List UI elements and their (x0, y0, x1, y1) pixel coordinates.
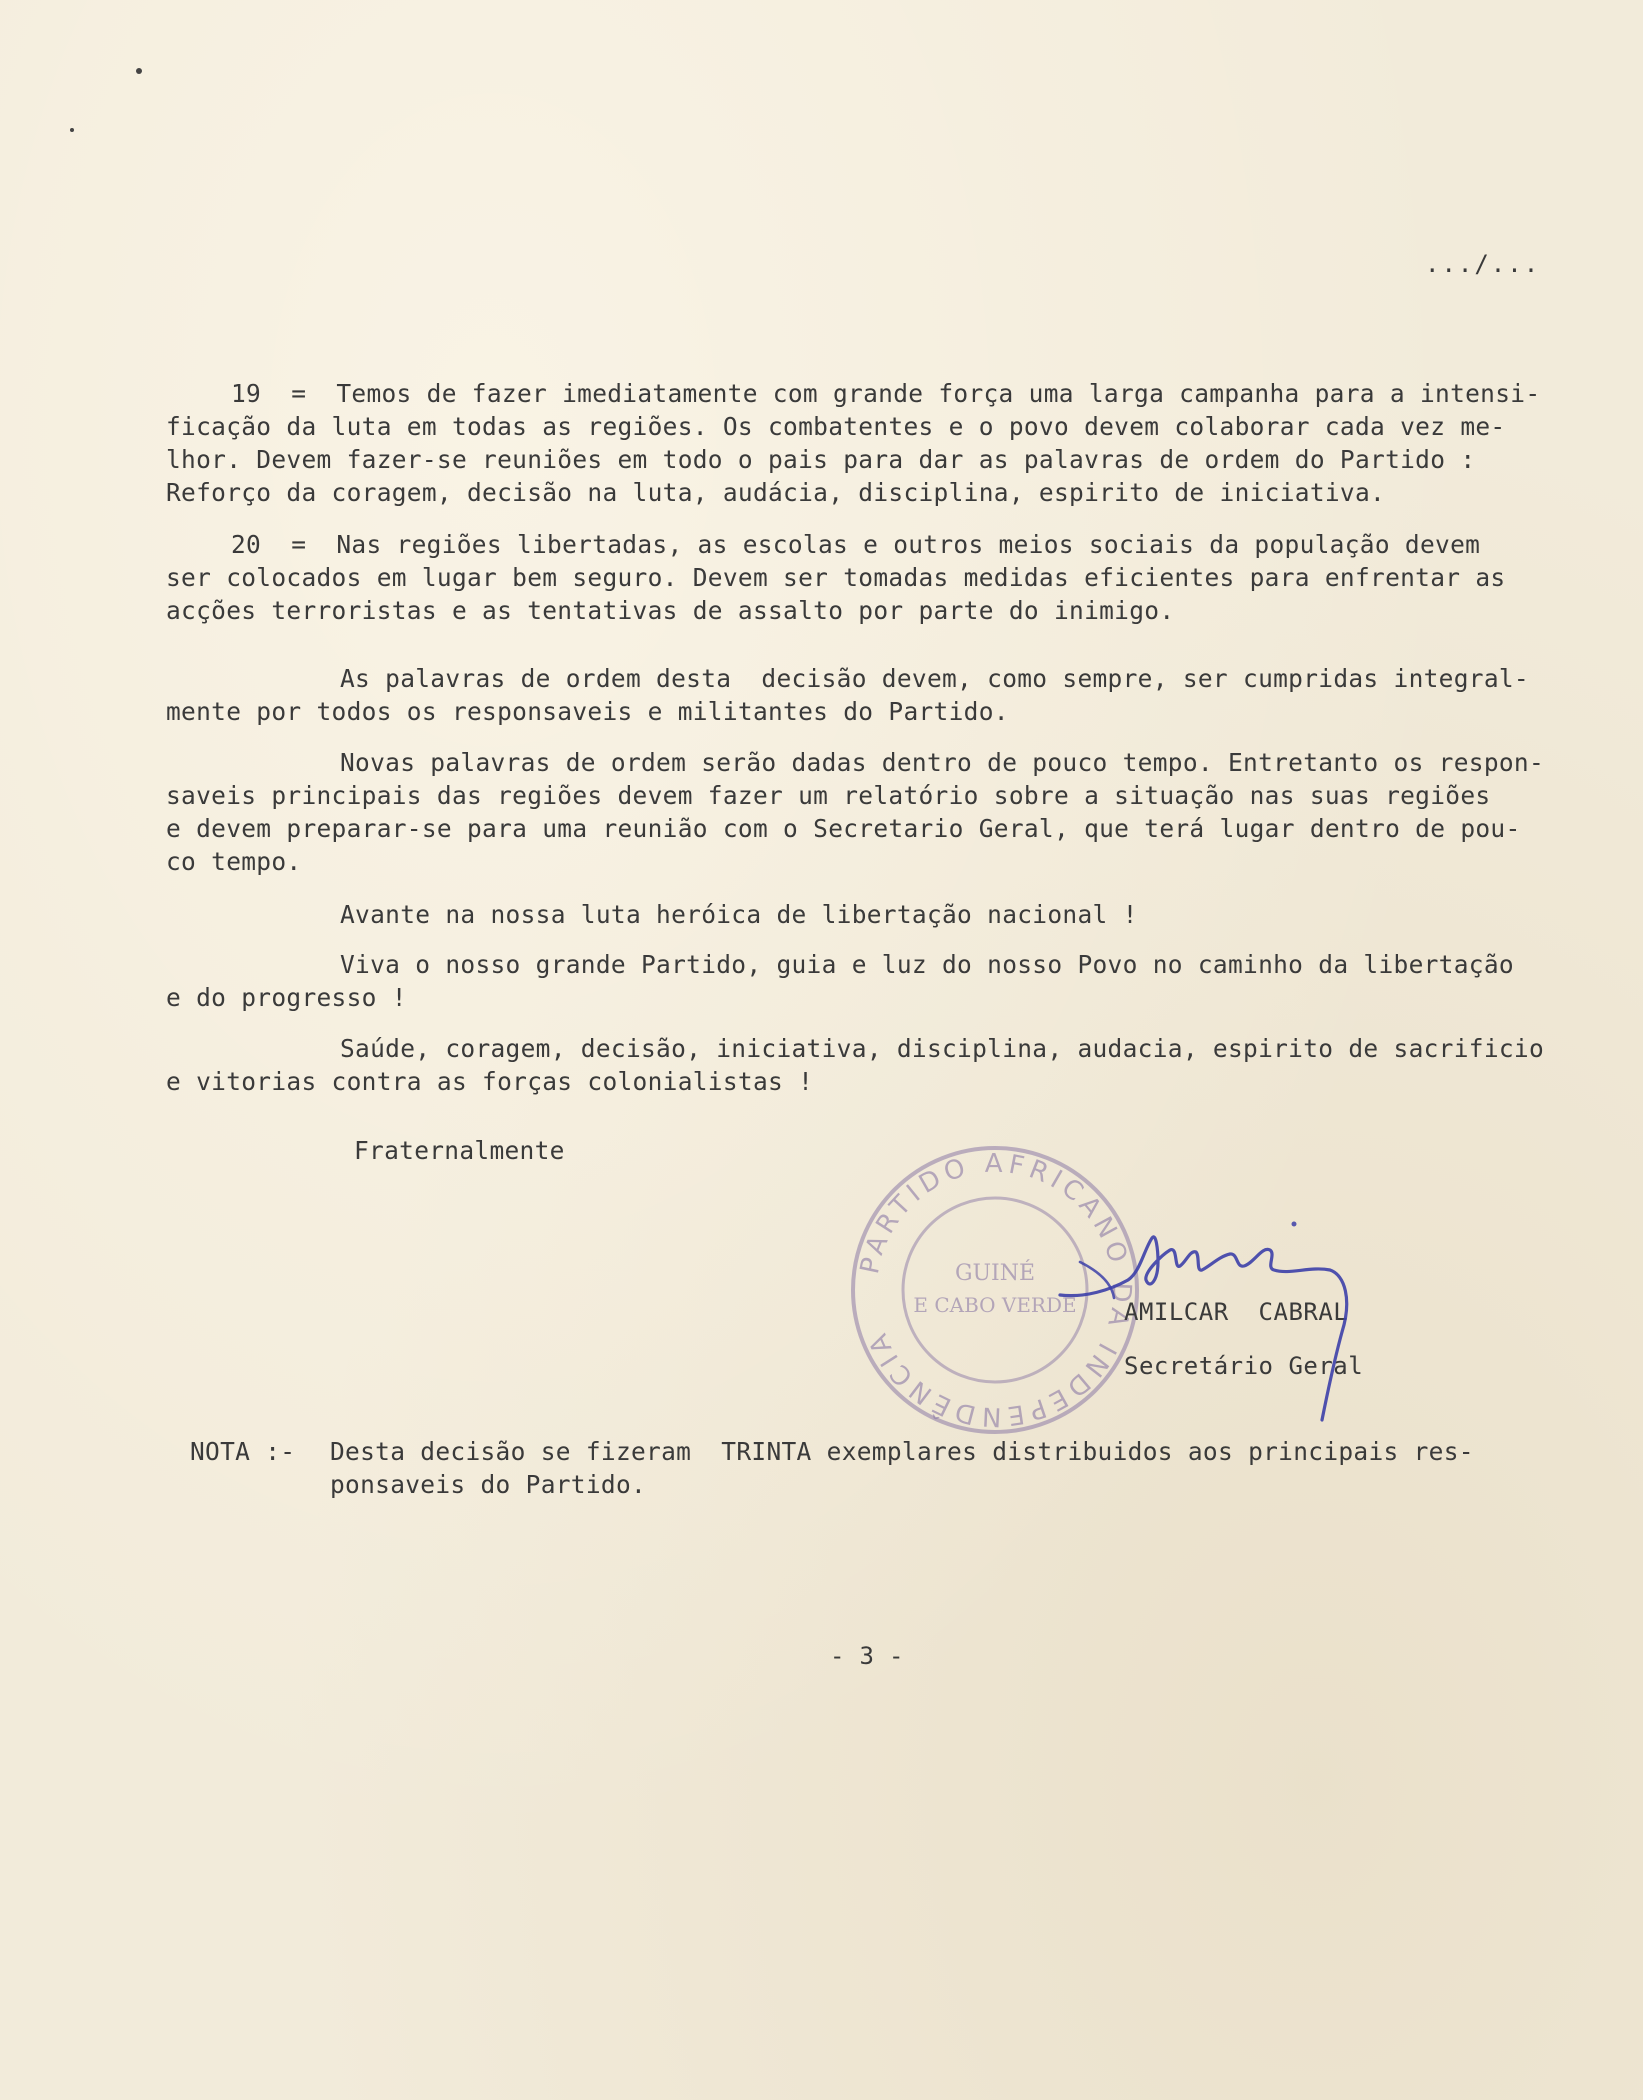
paragraph-line: e devem preparar-se para uma reunião com o Secretario Geral, que terá lugar dentro de pou- (166, 814, 1521, 843)
signatory-name: AMILCAR CABRAL (1124, 1298, 1349, 1326)
nota-line: ponsaveis do Partido. (330, 1470, 647, 1499)
stamp-ring-text: PARTIDO AFRICANO DA INDEPENDÊNCIA (855, 1148, 1137, 1432)
paragraph-line: Novas palavras de ordem serão dadas dentro de pouco tempo. Entretanto os respon- (340, 748, 1545, 777)
item-19-line: 19 = Temos de fazer imediatamente com grande força uma larga campanha para a intensi- (231, 379, 1541, 408)
continuation-mark: .../... (1425, 250, 1541, 278)
page-number: - 3 - (830, 1642, 904, 1670)
closing-salutation: Fraternalmente (354, 1136, 565, 1165)
paragraph-line: Avante na nossa luta heróica de libertação nacional ! (340, 900, 1138, 929)
paragraph-line: Viva o nosso grande Partido, guia e luz do nosso Povo no caminho da libertação (340, 950, 1514, 979)
item-20-line: 20 = Nas regiões libertadas, as escolas e outros meios sociais da população devem (231, 530, 1481, 559)
paragraph-line: co tempo. (166, 847, 302, 876)
stamp-center-line1: GUINÉ (954, 1261, 1036, 1286)
paragraph-line: Saúde, coragem, decisão, iniciativa, disciplina, audacia, espirito de sacrificio (340, 1034, 1545, 1063)
item-19-line: Reforço da coragem, decisão na luta, audácia, disciplina, espirito de iniciativa. (166, 478, 1386, 507)
scan-speck (136, 68, 142, 74)
nota-label: NOTA :- (190, 1437, 296, 1466)
item-20-line: acções terroristas e as tentativas de assalto por parte do inimigo. (166, 596, 1175, 625)
paragraph-line: saveis principais das regiões devem fazer um relatório sobre a situação nas suas regiões (166, 781, 1491, 810)
paragraph-line: e vitorias contra as forças colonialistas ! (166, 1067, 814, 1096)
paragraph-line: e do progresso ! (166, 983, 407, 1012)
signatory-title: Secretário Geral (1124, 1352, 1364, 1380)
nota-line: Desta decisão se fizeram TRINTA exemplares distribuidos aos principais res- (330, 1437, 1474, 1466)
paragraph-line: As palavras de ordem desta decisão devem, como sempre, ser cumpridas integral- (340, 664, 1529, 693)
handwritten-signature (1040, 1220, 1420, 1440)
item-20-line: ser colocados em lugar bem seguro. Devem ser tomadas medidas eficientes para enfrentar as (166, 563, 1506, 592)
paragraph-line: mente por todos os responsaveis e militantes do Partido. (166, 697, 1009, 726)
stamp-center-line2: E CABO VERDE (913, 1293, 1077, 1317)
scan-speck (70, 128, 74, 132)
item-19-line: lhor. Devem fazer-se reuniões em todo o pais para dar as palavras de ordem do Partido : (166, 445, 1476, 474)
item-19-line: ficação da luta em todas as regiões. Os combatentes e o povo devem colaborar cada vez me- (166, 412, 1506, 441)
